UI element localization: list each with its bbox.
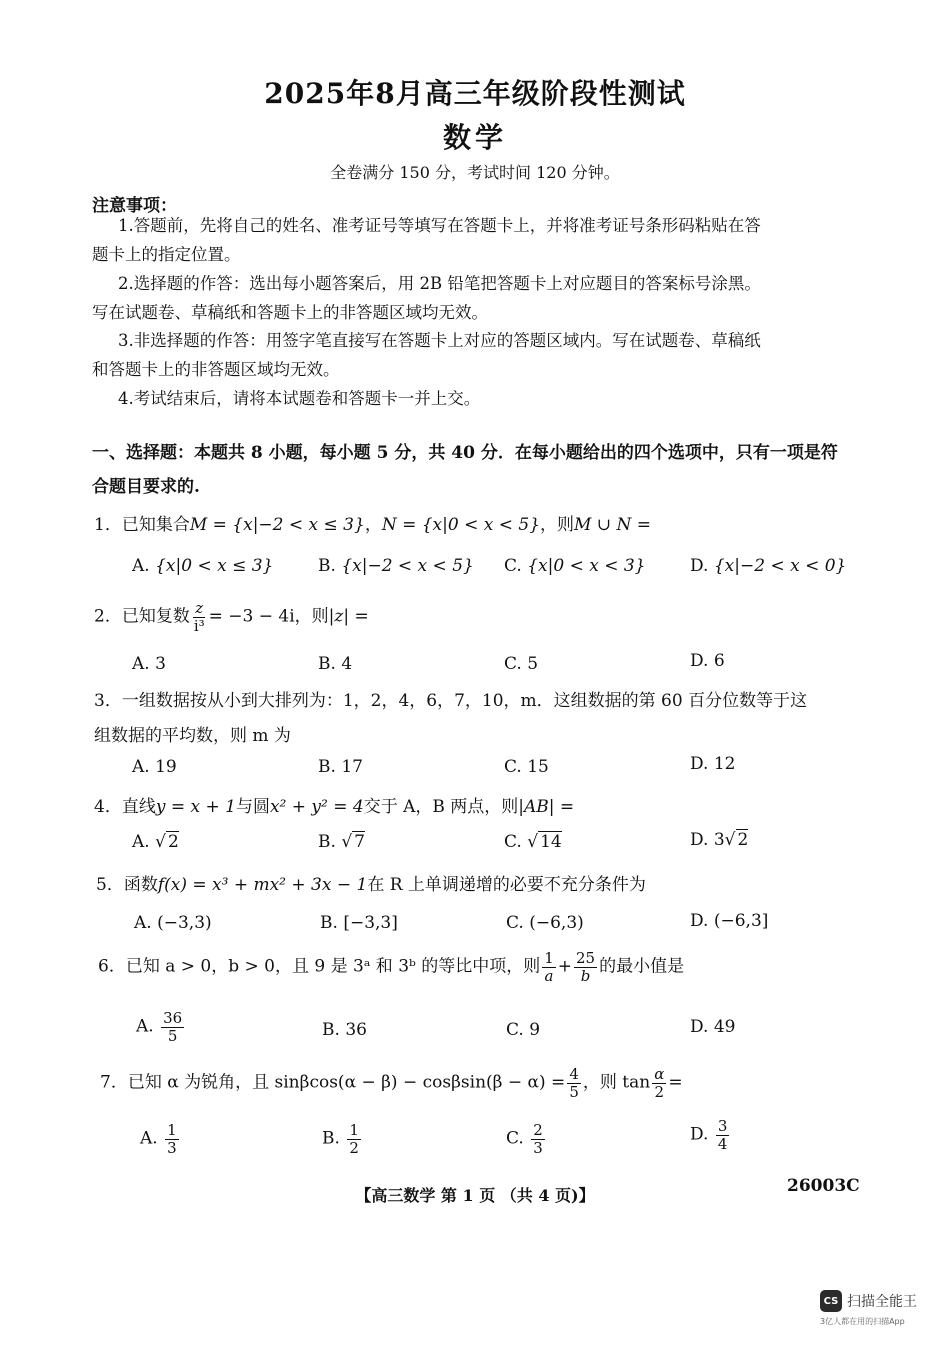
q4-text-c: 交于 A，B 两点，则 [363, 797, 519, 817]
scanner-watermark [820, 1290, 917, 1312]
frac-denominator: 3 [167, 1138, 177, 1157]
notice-line-4: 写在试题卷、草稿纸和答题卡上的非答题区域均无效。 [92, 303, 488, 322]
watermark-text: 扫描全能王 [847, 1294, 917, 1310]
option-value: 3 [155, 654, 166, 674]
exam-meta: 全卷满分 150 分，考试时间 120 分钟。 [330, 163, 620, 182]
frac-denominator: 3 [533, 1138, 543, 1157]
option-label: B. [322, 1020, 340, 1040]
option-label: A. [132, 832, 150, 852]
q1-set-m: M = {x|−2 < x ≤ 3} [189, 515, 365, 535]
option-value: {x|0 < x ≤ 3} [155, 556, 274, 576]
option-fraction [161, 1010, 184, 1044]
question-5 [96, 870, 646, 895]
option-label: A. [136, 1016, 154, 1037]
q4-number: 4． [94, 797, 122, 817]
option-label: C. [504, 654, 522, 674]
q1-option-c [504, 556, 646, 576]
q4-text-a: 直线 [121, 797, 156, 817]
page-footer: 【高三数学 第 1 页 （共 4 页)】 [355, 1186, 595, 1205]
option-label: B. [318, 556, 336, 576]
option-value: 36 [345, 1020, 367, 1040]
frac-numerator: 3 [717, 1117, 728, 1135]
option-label: C. [506, 1020, 524, 1040]
option-radicand: 14 [540, 832, 562, 852]
q3-text: 一组数据按从小到大排列为：1，2，4，6，7，10，m．这组数据的第 60 百分位数等于这 [121, 691, 808, 711]
q5-option-d [690, 911, 768, 931]
option-label: B. [320, 913, 338, 933]
question-2 [94, 600, 369, 634]
frac-numerator: α [654, 1065, 665, 1083]
option-radicand: 7 [354, 832, 365, 852]
frac-denominator: a [544, 966, 554, 985]
option-value: 19 [155, 757, 177, 777]
option-label: D. [690, 1017, 709, 1037]
q3-option-c [504, 757, 549, 777]
watermark-subtext: 3亿人都在用的扫描App [820, 1317, 905, 1326]
q6-fraction-1 [542, 950, 556, 984]
q7-number: 7． [100, 1072, 128, 1093]
frac-numerator: 36 [163, 1009, 183, 1027]
q4-option-c: C. √ 14 [504, 832, 562, 852]
option-label: A. [132, 757, 150, 777]
q7-option-d [690, 1118, 731, 1152]
q5-option-c [506, 913, 584, 933]
frac-denominator: 2 [654, 1082, 665, 1101]
option-label: A. [140, 1128, 158, 1149]
option-fraction [347, 1122, 361, 1156]
section-heading: 一、选择题：本题共 8 小题，每小题 5 分，共 40 分．在每小题给出的四个选项中，只有一项是符合题目要求的. [92, 443, 838, 497]
notice-line-2: 题卡上的指定位置。 [92, 245, 241, 264]
q6-fraction-2 [574, 950, 597, 984]
q1-union: M ∪ N = [574, 515, 651, 535]
notice-line-1: 1.答题前，先将自己的姓名、准考证号等填写在答题卡上，并将准考证号条形码粘贴在答 [118, 216, 761, 235]
option-label: B. [318, 757, 336, 777]
frac-numerator: 1 [349, 1121, 359, 1139]
q5-option-a [134, 913, 212, 933]
q1-text-b: ，则 [540, 515, 575, 535]
q6-text-a: 已知 a > 0，b > 0，且 9 是 3ᵃ 和 3ᵇ 的等比中项，则 [125, 956, 541, 977]
question-4 [94, 792, 574, 817]
frac-numerator: 1 [167, 1121, 177, 1139]
q2-option-a [132, 654, 166, 674]
option-radicand: 2 [737, 830, 749, 850]
option-fraction [716, 1118, 730, 1152]
notice-heading: 注意事项： [92, 196, 177, 216]
notice-line-5: 3.非选择题的作答：用签字笔直接写在答题卡上对应的答题区域内。写在试题卷、草稿纸 [118, 331, 761, 350]
q1-sep: ， [364, 515, 382, 535]
option-value: [−3,3] [343, 913, 398, 933]
notice-line-7: 4.考试结束后，请将本试题卷和答题卡一并上交。 [118, 389, 481, 408]
option-value: 15 [527, 757, 549, 777]
q7-half-angle [652, 1066, 666, 1100]
option-value: {x|0 < x < 3} [527, 556, 646, 576]
q6-plus: + [557, 956, 573, 977]
paper-code: 26003C [787, 1176, 860, 1196]
q2-equation: = −3 − 4i [208, 606, 295, 627]
option-value: 4 [341, 654, 353, 674]
q1-text-a: 已知集合 [121, 515, 190, 535]
q5-text-a: 函数 [123, 875, 158, 895]
frac-numerator: z [195, 599, 204, 617]
option-value: {x|−2 < x < 0} [713, 556, 847, 576]
q7-text-b: ，则 tan [582, 1072, 651, 1093]
option-value: 9 [529, 1020, 541, 1040]
option-label: D. [690, 830, 709, 850]
q2-option-b [318, 654, 352, 674]
option-value: 12 [713, 754, 736, 774]
exam-title: 2025年8月高三年级阶段性测试 [264, 77, 686, 110]
q6-option-c [506, 1020, 540, 1040]
q2-text-a: 已知复数 [121, 606, 190, 627]
q7-fraction [567, 1066, 581, 1100]
option-label: C. [504, 556, 522, 576]
frac-numerator: 1 [544, 949, 554, 967]
option-value: 6 [713, 651, 725, 671]
option-label: A. [132, 654, 150, 674]
frac-numerator: 25 [576, 949, 596, 967]
frac-denominator: 5 [569, 1082, 579, 1101]
q2-fraction [192, 600, 207, 634]
q3-number: 3． [94, 691, 122, 711]
q3-option-d [690, 754, 735, 774]
exam-subject: 数学 [442, 121, 507, 154]
option-label: C. [506, 913, 524, 933]
frac-denominator: b [580, 966, 591, 985]
q2-option-c [504, 654, 538, 674]
q6-text-b: 的最小值是 [599, 956, 685, 977]
option-coef: 3 [713, 830, 725, 850]
option-value: 49 [713, 1017, 736, 1037]
q3-line-2: 组数据的平均数，则 m 为 [94, 726, 291, 746]
q1-option-a [132, 556, 273, 576]
q4-chord: |AB| = [518, 797, 575, 817]
q5-function: f(x) = x³ + mx² + 3x − 1 [157, 875, 368, 895]
q4-option-a: A. √ 2 [132, 832, 179, 852]
question-6 [98, 950, 684, 984]
frac-denominator: i³ [193, 616, 205, 635]
q1-number: 1． [94, 515, 122, 535]
option-label: B. [322, 1128, 340, 1149]
question-7 [100, 1066, 683, 1100]
option-fraction [531, 1122, 545, 1156]
q7-option-b [322, 1122, 363, 1156]
q4-option-b: B. √ 7 [318, 832, 365, 852]
q3-option-a [132, 757, 177, 777]
q4-line-eq: y = x + 1 [155, 797, 236, 817]
q5-number: 5． [96, 875, 124, 895]
camscanner-logo-icon: CS [820, 1290, 842, 1312]
q4-option-d: D. 3√ 2 [690, 830, 749, 850]
option-value: 5 [527, 654, 539, 674]
q4-circle-eq: x² + y² = 4 [269, 797, 364, 817]
option-label: D. [690, 911, 709, 931]
q6-option-a [136, 1010, 186, 1044]
notice-line-3: 2.选择题的作答：选出每小题答案后，用 2B 铅笔把答题卡上对应题目的答案标号涂黑。 [118, 274, 761, 293]
option-label: C. [504, 757, 522, 777]
option-value: 17 [341, 757, 363, 777]
q7-equals: = [668, 1072, 683, 1093]
option-label: C. [504, 832, 522, 852]
frac-numerator: 4 [569, 1065, 579, 1083]
q5-option-b [320, 913, 398, 933]
option-label: C. [506, 1128, 524, 1149]
q7-text-a: 已知 α 为锐角，且 sinβcos(α − β) − cosβsin(β − α) = [127, 1072, 566, 1093]
q5-text-b: 在 R 上单调递增的必要不充分条件为 [367, 875, 646, 895]
option-fraction [165, 1122, 179, 1156]
option-label: A. [134, 913, 152, 933]
notice-line-6: 和答题卡上的非答题区域均无效。 [92, 360, 340, 379]
q6-option-b [322, 1020, 367, 1040]
q2-modulus: |z| = [328, 606, 369, 627]
option-value: (−6,3] [713, 911, 769, 931]
q4-text-b: 与圆 [235, 797, 270, 817]
q2-text-b: ，则 [294, 606, 329, 627]
frac-denominator: 4 [717, 1134, 728, 1153]
option-label: D. [690, 1124, 709, 1145]
option-label: D. [690, 556, 709, 576]
option-label: B. [318, 654, 336, 674]
q7-option-a [140, 1122, 181, 1156]
question-1 [94, 510, 651, 535]
option-label: D. [690, 651, 709, 671]
q6-option-d [690, 1017, 735, 1037]
option-value: (−6,3) [529, 913, 584, 933]
frac-numerator: 2 [533, 1121, 543, 1139]
frac-denominator: 5 [167, 1026, 178, 1045]
q1-set-n: N = {x|0 < x < 5} [381, 515, 541, 535]
option-value: (−3,3) [157, 913, 212, 933]
q7-option-c [506, 1122, 547, 1156]
q3-line-1 [94, 686, 807, 711]
option-radicand: 2 [167, 832, 179, 852]
q2-number: 2． [94, 606, 122, 627]
option-label: A. [132, 556, 150, 576]
option-label: B. [318, 832, 336, 852]
q2-option-d [690, 651, 725, 671]
q6-number: 6． [98, 956, 126, 977]
q1-option-b [318, 556, 474, 576]
frac-denominator: 2 [349, 1138, 359, 1157]
option-value: {x|−2 < x < 5} [341, 556, 474, 576]
q3-option-b [318, 757, 363, 777]
option-label: D. [690, 754, 709, 774]
q1-option-d [690, 556, 846, 576]
